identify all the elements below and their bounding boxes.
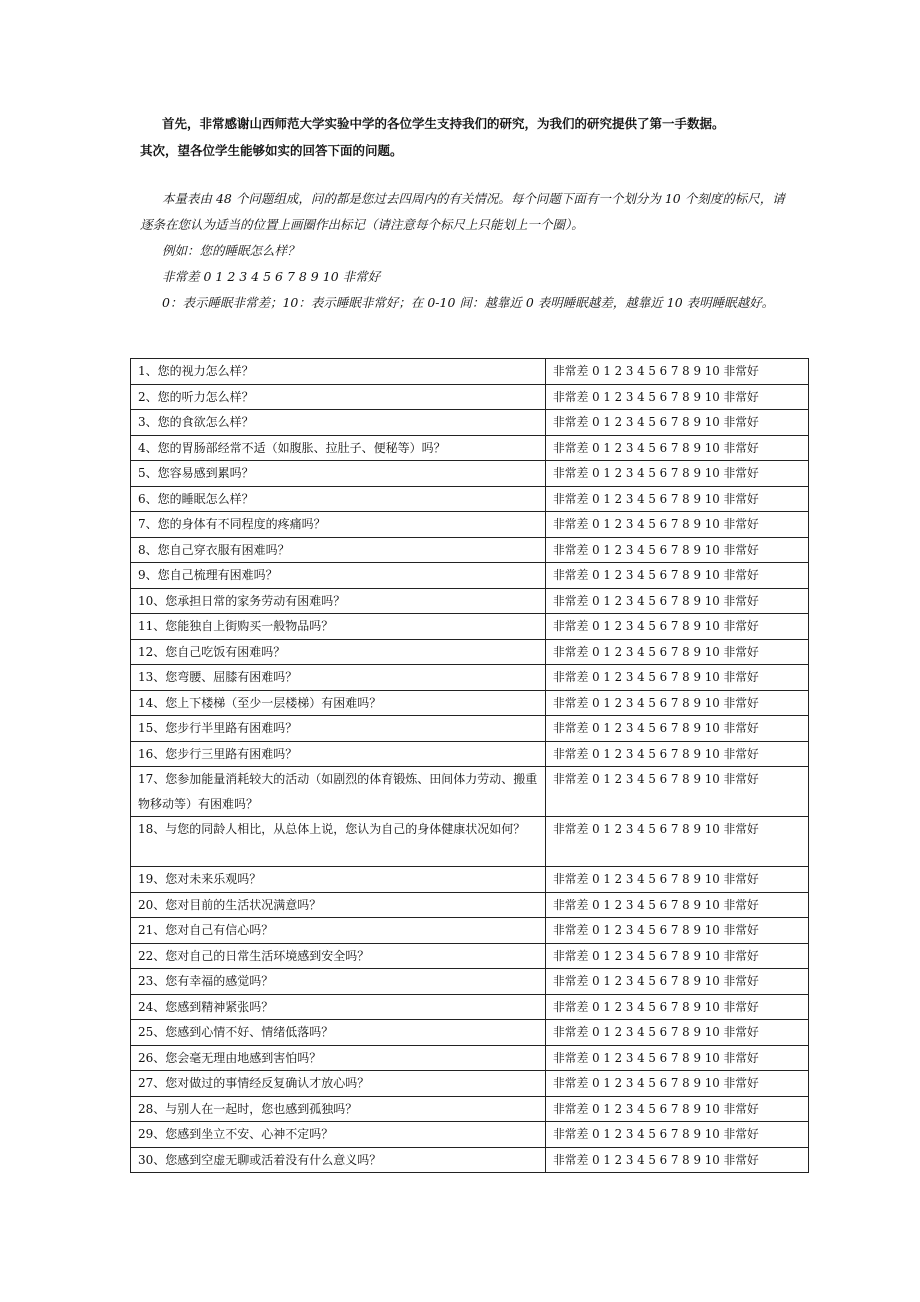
- question-cell: 18、与您的同龄人相比，从总体上说，您认为自己的身体健康状况如何？: [131, 817, 546, 867]
- table-row: [131, 767, 809, 817]
- table-row: [131, 1045, 809, 1071]
- question-cell: 29、您感到坐立不安、心神不定吗？: [131, 1122, 546, 1148]
- question-cell: 23、您有幸福的感觉吗？: [131, 969, 546, 995]
- table-row: [131, 1122, 809, 1148]
- instructions-block: [140, 186, 790, 316]
- question-cell: 26、您会毫无理由地感到害怕吗？: [131, 1045, 546, 1071]
- table-row: [131, 563, 809, 589]
- question-cell: 30、您感到空虚无聊或活着没有什么意义吗？: [131, 1147, 546, 1173]
- rating-scale-cell[interactable]: 非常差 0 1 2 3 4 5 6 7 8 9 10 非常好: [546, 690, 809, 716]
- intro-line-1: 首先，非常感谢山西师范大学实验中学的各位学生支持我们的研究，为我们的研究提供了第一手数据。: [162, 116, 725, 131]
- table-row: [131, 410, 809, 436]
- rating-scale-cell[interactable]: 非常差 0 1 2 3 4 5 6 7 8 9 10 非常好: [546, 563, 809, 589]
- question-cell: 4、您的胃肠部经常不适（如腹胀、拉肚子、便秘等）吗？: [131, 435, 546, 461]
- rating-scale-cell[interactable]: 非常差 0 1 2 3 4 5 6 7 8 9 10 非常好: [546, 892, 809, 918]
- rating-scale-cell[interactable]: 非常差 0 1 2 3 4 5 6 7 8 9 10 非常好: [546, 435, 809, 461]
- table-row: [131, 994, 809, 1020]
- question-cell: 6、您的睡眠怎么样？: [131, 486, 546, 512]
- table-row: [131, 969, 809, 995]
- intro-paragraph: [140, 110, 790, 164]
- question-cell: 8、您自己穿衣服有困难吗？: [131, 537, 546, 563]
- rating-scale-cell[interactable]: 非常差 0 1 2 3 4 5 6 7 8 9 10 非常好: [546, 384, 809, 410]
- question-cell: 11、您能独自上街购买一般物品吗？: [131, 614, 546, 640]
- rating-scale-cell[interactable]: 非常差 0 1 2 3 4 5 6 7 8 9 10 非常好: [546, 512, 809, 538]
- table-row: [131, 435, 809, 461]
- table-row: [131, 537, 809, 563]
- question-cell: 28、与别人在一起时，您也感到孤独吗？: [131, 1096, 546, 1122]
- instructions-description: 本量表由 48 个问题组成，问的都是您过去四周内的有关情况。每个问题下面有一个划分为 10 个刻度的标尺，请逐条在您认为适当的位置上画圈作出标记（请注意每个标尺上只能划上一个圈）。: [140, 191, 785, 232]
- rating-scale-cell[interactable]: 非常差 0 1 2 3 4 5 6 7 8 9 10 非常好: [546, 1020, 809, 1046]
- question-cell: 19、您对未来乐观吗？: [131, 867, 546, 893]
- table-row: [131, 512, 809, 538]
- question-cell: 12、您自己吃饭有困难吗？: [131, 639, 546, 665]
- table-row: [131, 716, 809, 742]
- rating-scale-cell[interactable]: 非常差 0 1 2 3 4 5 6 7 8 9 10 非常好: [546, 359, 809, 385]
- table-row: [131, 690, 809, 716]
- table-row: [131, 588, 809, 614]
- table-row: [131, 1147, 809, 1173]
- table-row: [131, 1071, 809, 1097]
- rating-scale-cell[interactable]: 非常差 0 1 2 3 4 5 6 7 8 9 10 非常好: [546, 767, 809, 817]
- rating-scale-cell[interactable]: 非常差 0 1 2 3 4 5 6 7 8 9 10 非常好: [546, 1071, 809, 1097]
- question-cell: 21、您对自己有信心吗？: [131, 918, 546, 944]
- instructions-example-scale: 非常差 0 1 2 3 4 5 6 7 8 9 10 非常好: [162, 269, 381, 284]
- question-cell: 25、您感到心情不好、情绪低落吗？: [131, 1020, 546, 1046]
- table-row: [131, 918, 809, 944]
- rating-scale-cell[interactable]: 非常差 0 1 2 3 4 5 6 7 8 9 10 非常好: [546, 1096, 809, 1122]
- table-row: [131, 817, 809, 867]
- table-row: [131, 1096, 809, 1122]
- table-row: [131, 384, 809, 410]
- question-cell: 17、您参加能量消耗较大的活动（如剧烈的体育锻炼、田间体力劳动、搬重物移动等）有困难吗？: [131, 767, 546, 817]
- rating-scale-cell[interactable]: 非常差 0 1 2 3 4 5 6 7 8 9 10 非常好: [546, 741, 809, 767]
- table-row: [131, 665, 809, 691]
- table-row: [131, 943, 809, 969]
- rating-scale-cell[interactable]: 非常差 0 1 2 3 4 5 6 7 8 9 10 非常好: [546, 817, 809, 867]
- table-row: [131, 892, 809, 918]
- table-row: [131, 741, 809, 767]
- question-cell: 22、您对自己的日常生活环境感到安全吗？: [131, 943, 546, 969]
- rating-scale-cell[interactable]: 非常差 0 1 2 3 4 5 6 7 8 9 10 非常好: [546, 994, 809, 1020]
- instructions-example-question: 例如：您的睡眠怎么样？: [162, 243, 300, 258]
- table-row: [131, 486, 809, 512]
- table-row: [131, 867, 809, 893]
- question-cell: 24、您感到精神紧张吗？: [131, 994, 546, 1020]
- rating-scale-cell[interactable]: 非常差 0 1 2 3 4 5 6 7 8 9 10 非常好: [546, 1045, 809, 1071]
- question-cell: 7、您的身体有不同程度的疼痛吗？: [131, 512, 546, 538]
- rating-scale-cell[interactable]: 非常差 0 1 2 3 4 5 6 7 8 9 10 非常好: [546, 410, 809, 436]
- rating-scale-cell[interactable]: 非常差 0 1 2 3 4 5 6 7 8 9 10 非常好: [546, 665, 809, 691]
- rating-scale-cell[interactable]: 非常差 0 1 2 3 4 5 6 7 8 9 10 非常好: [546, 1147, 809, 1173]
- rating-scale-cell[interactable]: 非常差 0 1 2 3 4 5 6 7 8 9 10 非常好: [546, 537, 809, 563]
- table-row: [131, 461, 809, 487]
- questionnaire-table: [130, 358, 809, 1173]
- intro-line-2: 其次，望各位学生能够如实的回答下面的问题。: [140, 143, 403, 158]
- question-cell: 15、您步行半里路有困难吗？: [131, 716, 546, 742]
- question-cell: 27、您对做过的事情经反复确认才放心吗？: [131, 1071, 546, 1097]
- table-row: [131, 614, 809, 640]
- rating-scale-cell[interactable]: 非常差 0 1 2 3 4 5 6 7 8 9 10 非常好: [546, 969, 809, 995]
- question-cell: 10、您承担日常的家务劳动有困难吗？: [131, 588, 546, 614]
- rating-scale-cell[interactable]: 非常差 0 1 2 3 4 5 6 7 8 9 10 非常好: [546, 943, 809, 969]
- question-cell: 2、您的听力怎么样？: [131, 384, 546, 410]
- rating-scale-cell[interactable]: 非常差 0 1 2 3 4 5 6 7 8 9 10 非常好: [546, 588, 809, 614]
- rating-scale-cell[interactable]: 非常差 0 1 2 3 4 5 6 7 8 9 10 非常好: [546, 716, 809, 742]
- instructions-explanation: 0：表示睡眠非常差；10：表示睡眠非常好；在 0-10 间：越靠近 0 表明睡眠越差，越靠近 10 表明睡眠越好。: [162, 295, 775, 310]
- question-cell: 14、您上下楼梯（至少一层楼梯）有困难吗？: [131, 690, 546, 716]
- rating-scale-cell[interactable]: 非常差 0 1 2 3 4 5 6 7 8 9 10 非常好: [546, 1122, 809, 1148]
- question-cell: 9、您自己梳理有困难吗？: [131, 563, 546, 589]
- rating-scale-cell[interactable]: 非常差 0 1 2 3 4 5 6 7 8 9 10 非常好: [546, 461, 809, 487]
- table-row: [131, 639, 809, 665]
- question-cell: 3、您的食欲怎么样？: [131, 410, 546, 436]
- table-row: [131, 1020, 809, 1046]
- rating-scale-cell[interactable]: 非常差 0 1 2 3 4 5 6 7 8 9 10 非常好: [546, 614, 809, 640]
- rating-scale-cell[interactable]: 非常差 0 1 2 3 4 5 6 7 8 9 10 非常好: [546, 639, 809, 665]
- question-cell: 13、您弯腰、屈膝有困难吗？: [131, 665, 546, 691]
- question-cell: 20、您对目前的生活状况满意吗？: [131, 892, 546, 918]
- rating-scale-cell[interactable]: 非常差 0 1 2 3 4 5 6 7 8 9 10 非常好: [546, 918, 809, 944]
- question-cell: 1、您的视力怎么样？: [131, 359, 546, 385]
- rating-scale-cell[interactable]: 非常差 0 1 2 3 4 5 6 7 8 9 10 非常好: [546, 486, 809, 512]
- table-row: [131, 359, 809, 385]
- question-cell: 16、您步行三里路有困难吗？: [131, 741, 546, 767]
- rating-scale-cell[interactable]: 非常差 0 1 2 3 4 5 6 7 8 9 10 非常好: [546, 867, 809, 893]
- question-cell: 5、您容易感到累吗？: [131, 461, 546, 487]
